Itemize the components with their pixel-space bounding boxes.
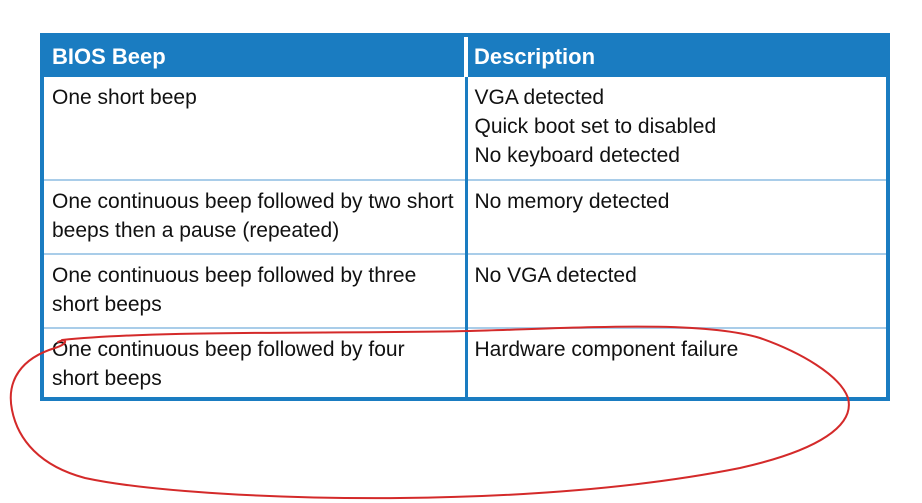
bios-beep-table xyxy=(44,37,886,401)
beep-pattern-cell: One continuous beep followed by four short beeps xyxy=(52,338,405,390)
description-line: No memory detected xyxy=(474,190,670,213)
table-header-row xyxy=(44,37,886,77)
table-row xyxy=(44,180,886,254)
beep-pattern-cell: One continuous beep followed by two short beeps then a pause (repeated) xyxy=(44,180,466,254)
header-bios-beep: BIOS Beep xyxy=(44,37,466,77)
table-row xyxy=(44,77,886,180)
description-line: No keyboard detected xyxy=(474,144,680,167)
description-line: Quick boot set to disabled xyxy=(474,115,717,138)
beep-pattern-cell: One short beep xyxy=(44,77,466,180)
description-line: No VGA detected xyxy=(474,264,637,287)
table-row-highlighted xyxy=(44,328,886,401)
description-line: Hardware component failure xyxy=(474,338,739,361)
description-cell xyxy=(466,180,886,254)
header-description: Description xyxy=(466,37,886,77)
description-line: VGA detected xyxy=(474,86,605,109)
description-cell xyxy=(466,328,886,401)
description-cell xyxy=(466,77,886,180)
description-cell xyxy=(466,254,886,328)
beep-pattern-cell: One continuous beep followed by three short beeps xyxy=(44,254,466,328)
table-row xyxy=(44,254,886,328)
bios-beep-table-frame xyxy=(40,33,890,401)
